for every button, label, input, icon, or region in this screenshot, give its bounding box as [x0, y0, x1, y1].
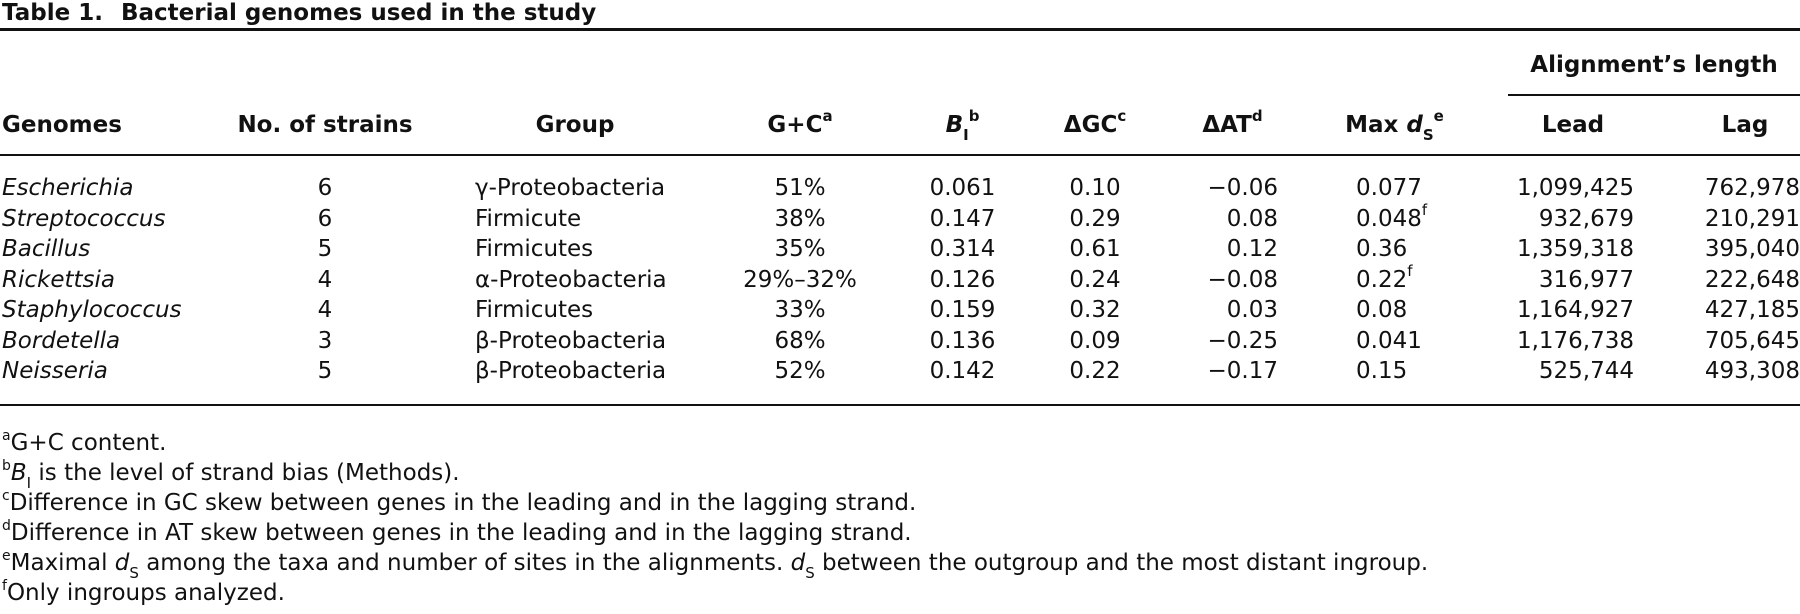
header-lead: Lead — [1541, 112, 1605, 138]
cell-lag — [1705, 236, 1800, 262]
cell-lag — [1705, 267, 1800, 293]
header-bi — [905, 107, 1020, 144]
footnotes — [2, 428, 1428, 608]
cell-delta-at-value: 0.12 — [1226, 236, 1278, 262]
footnote-a-mark: a — [2, 428, 11, 445]
cell-strains-value: 5 — [317, 236, 333, 262]
cell-max-ds — [1356, 358, 1407, 384]
cell-delta-at — [1208, 328, 1278, 354]
table-title: Bacterial genomes used in the study — [120, 0, 597, 26]
cell-lead — [1517, 297, 1634, 323]
cell-lag-value: 493,308 — [1704, 358, 1800, 384]
header-gc-note: a — [822, 107, 833, 126]
cell-gc-value: 33% — [774, 297, 826, 323]
cell-lead-value: 1,359,318 — [1516, 236, 1634, 262]
cell-genome — [2, 236, 90, 262]
cell-strains-value: 4 — [317, 297, 333, 323]
footnote-d — [2, 518, 1428, 548]
cell-genome-value: Staphylococcus — [2, 297, 182, 323]
cell-max-ds-note: f — [1421, 200, 1428, 219]
footnote-d-mark: d — [2, 518, 11, 535]
cell-genome — [2, 206, 165, 232]
cell-bi-value: 0.159 — [929, 297, 996, 323]
cell-delta-gc-value: 0.09 — [1069, 327, 1121, 354]
table-caption — [2, 0, 596, 26]
cell-max-ds-value: 0.22 — [1356, 266, 1408, 293]
header-lag: Lag — [1721, 112, 1769, 138]
cell-group-value: Firmicute — [475, 205, 582, 232]
cell-bi — [905, 267, 1020, 293]
cell-delta-at — [1227, 297, 1278, 323]
cell-delta-at-value: −0.17 — [1207, 358, 1278, 384]
cell-lag — [1705, 206, 1800, 232]
cell-gc-value: 38% — [774, 205, 826, 232]
cell-delta-at-value: −0.08 — [1207, 266, 1278, 293]
header-rule — [0, 154, 1800, 156]
cell-bi — [905, 358, 1020, 384]
cell-group — [475, 175, 665, 201]
cell-max-ds-value: 0.041 — [1356, 327, 1422, 354]
cell-max-ds-value: 0.15 — [1356, 358, 1408, 384]
cell-strains — [220, 328, 430, 354]
top-rule — [0, 28, 1800, 31]
cell-delta-at — [1208, 175, 1278, 201]
cell-lead — [1517, 328, 1634, 354]
footnote-e-var1: d — [114, 550, 130, 576]
cell-bi — [905, 206, 1020, 232]
footnote-c-text: Difference in GC skew between genes in the leading and in the lagging strand. — [9, 490, 917, 516]
cell-strains — [220, 236, 430, 262]
cell-lead-value: 525,744 — [1538, 358, 1634, 384]
footnote-e-text2: among the taxa and number of sites in the alignments. — [138, 550, 791, 576]
cell-strains — [220, 358, 430, 384]
cell-gc-value: 51% — [774, 175, 826, 201]
footnote-b — [2, 458, 1428, 492]
cell-max-ds — [1356, 261, 1413, 293]
header-delta-gc-label: ΔGC — [1063, 112, 1118, 138]
cell-max-ds — [1356, 175, 1422, 201]
cell-lag-value: 705,645 — [1704, 327, 1800, 354]
footnote-b-sub: I — [26, 473, 32, 492]
cell-group — [475, 328, 666, 354]
header-gc-label: G+C — [767, 112, 823, 138]
header-gc — [730, 107, 870, 138]
cell-lead — [1539, 206, 1634, 232]
cell-bi-value: 0.147 — [929, 205, 996, 232]
cell-bi — [905, 328, 1020, 354]
cell-strains-value: 4 — [317, 266, 333, 293]
cell-group-value: β-Proteobacteria — [475, 327, 667, 354]
cell-max-ds-value: 0.048 — [1356, 205, 1422, 232]
cell-lag — [1705, 328, 1800, 354]
cell-lead-value: 1,099,425 — [1516, 175, 1634, 201]
cell-genome — [2, 358, 108, 384]
cell-lag-value: 395,040 — [1704, 236, 1800, 262]
cell-strains — [220, 175, 430, 201]
header-bi-label: B — [945, 112, 964, 138]
cell-group — [475, 267, 667, 293]
cell-delta-gc — [1030, 358, 1160, 384]
cell-lag-value: 427,185 — [1704, 297, 1800, 323]
cell-bi — [905, 297, 1020, 323]
header-delta-gc — [1030, 107, 1160, 138]
header-bi-sub: I — [963, 125, 969, 144]
cell-delta-gc — [1030, 267, 1160, 293]
header-delta-at-label: ΔAT — [1202, 112, 1252, 138]
cell-lead-value: 932,679 — [1538, 205, 1634, 232]
cell-lead-value: 316,977 — [1538, 266, 1634, 293]
cell-gc-value: 35% — [774, 236, 826, 262]
header-max-ds — [1312, 107, 1477, 144]
cell-group — [475, 206, 581, 232]
cell-group — [475, 236, 593, 262]
cell-bi-value: 0.126 — [929, 266, 996, 293]
cell-lag — [1705, 297, 1800, 323]
cell-max-ds — [1356, 328, 1422, 354]
cell-delta-gc — [1030, 206, 1160, 232]
cell-lead-value: 1,164,927 — [1516, 297, 1634, 323]
cell-bi — [905, 236, 1020, 262]
footnote-e-mark: e — [2, 548, 11, 565]
footnote-a-text: G+C content. — [10, 430, 167, 456]
footnote-e-var2: d — [790, 550, 806, 576]
cell-strains-value: 6 — [317, 175, 333, 201]
cell-strains — [220, 267, 430, 293]
footnote-b-mark: b — [2, 458, 11, 475]
header-max-ds-sub: S — [1422, 125, 1434, 144]
header-strains: No. of strains — [237, 112, 413, 138]
cell-gc — [730, 358, 870, 384]
cell-strains-value: 3 — [317, 327, 333, 354]
cell-strains — [220, 297, 430, 323]
cell-lead — [1517, 236, 1634, 262]
cell-max-ds-value: 0.077 — [1356, 175, 1422, 201]
cell-bi-value: 0.136 — [929, 327, 996, 354]
cell-max-ds — [1356, 200, 1428, 232]
cell-genome-value: Streptococcus — [2, 205, 166, 232]
header-max-ds-var: d — [1406, 112, 1423, 138]
cell-bi — [905, 175, 1020, 201]
cell-group-value: Firmicutes — [475, 297, 594, 323]
cell-delta-at-value: 0.08 — [1226, 205, 1278, 232]
header-max-ds-note: e — [1433, 107, 1444, 126]
header-group: Group — [535, 112, 615, 138]
cell-lead — [1539, 358, 1634, 384]
cell-lag-value: 210,291 — [1704, 205, 1800, 232]
cell-genome — [2, 297, 182, 323]
cell-lead-value: 1,176,738 — [1516, 327, 1634, 354]
footnote-b-var: B — [10, 460, 27, 486]
cell-lag — [1705, 358, 1800, 384]
cell-delta-at — [1227, 236, 1278, 262]
cell-bi-value: 0.142 — [929, 358, 996, 384]
cell-max-ds-value: 0.08 — [1356, 297, 1408, 323]
footnote-b-text: is the level of strand bias (Methods). — [31, 460, 460, 486]
cell-delta-gc-value: 0.22 — [1069, 358, 1121, 384]
header-delta-at — [1170, 107, 1295, 138]
cell-gc — [730, 236, 870, 262]
cell-delta-gc-value: 0.61 — [1069, 236, 1121, 262]
cell-genome-value: Bacillus — [2, 236, 91, 262]
cell-group-value: β-Proteobacteria — [475, 358, 667, 384]
cell-gc-value: 68% — [774, 327, 826, 354]
cell-genome — [2, 267, 115, 293]
footnote-f-mark: f — [2, 578, 7, 595]
cell-genome-value: Rickettsia — [2, 266, 115, 293]
cell-strains-value: 6 — [317, 205, 333, 232]
cell-delta-gc — [1030, 297, 1160, 323]
cell-max-ds — [1356, 297, 1407, 323]
cell-delta-at — [1227, 206, 1278, 232]
cell-gc — [730, 297, 870, 323]
cell-delta-at — [1208, 267, 1278, 293]
footnote-e-sub1: S — [129, 563, 139, 582]
cell-group — [475, 297, 593, 323]
cell-bi-value: 0.314 — [929, 236, 996, 262]
cell-group — [475, 358, 666, 384]
bottom-rule — [0, 404, 1800, 406]
cell-delta-at-value: 0.03 — [1226, 297, 1278, 323]
cell-lead — [1539, 267, 1634, 293]
footnote-e-text3: between the outgroup and the most distant ingroup. — [814, 550, 1429, 576]
cell-delta-gc-value: 0.32 — [1069, 297, 1121, 323]
cell-delta-at-value: −0.25 — [1207, 327, 1278, 354]
footnote-d-text: Difference in AT skew between genes in the leading and in the lagging strand. — [10, 520, 912, 546]
alignment-length-rule — [1508, 94, 1800, 96]
cell-delta-gc — [1030, 328, 1160, 354]
cell-gc — [730, 175, 870, 201]
cell-delta-at-value: −0.06 — [1207, 175, 1278, 201]
header-genomes: Genomes — [2, 112, 122, 138]
table-number: Table 1. — [2, 0, 103, 26]
cell-delta-gc — [1030, 236, 1160, 262]
footnote-c-mark: c — [2, 488, 10, 505]
cell-delta-gc-value: 0.10 — [1069, 175, 1121, 201]
cell-max-ds — [1356, 236, 1407, 262]
cell-delta-gc-value: 0.24 — [1069, 266, 1121, 293]
cell-gc — [730, 267, 870, 293]
cell-gc — [730, 328, 870, 354]
footnote-e-text1: Maximal — [10, 550, 115, 576]
header-delta-gc-note: c — [1117, 107, 1127, 126]
header-bi-note: b — [968, 107, 980, 126]
cell-strains-value: 5 — [317, 358, 333, 384]
cell-genome-value: Neisseria — [2, 358, 108, 384]
cell-delta-gc — [1030, 175, 1160, 201]
footnote-a — [2, 428, 1428, 458]
cell-lag — [1705, 175, 1800, 201]
alignment-length-header: Alignment’s length — [1530, 52, 1778, 78]
cell-genome-value: Bordetella — [2, 327, 121, 354]
footnote-e-sub2: S — [805, 563, 815, 582]
cell-gc — [730, 206, 870, 232]
cell-delta-at — [1208, 358, 1278, 384]
cell-bi-value: 0.061 — [929, 175, 996, 201]
cell-group-value: α-Proteobacteria — [475, 266, 667, 293]
header-max-ds-prefix: Max — [1345, 112, 1407, 138]
footnote-e — [2, 548, 1429, 582]
cell-lag-value: 222,648 — [1704, 266, 1800, 293]
cell-gc-value: 52% — [774, 358, 826, 384]
footnote-f — [2, 578, 1428, 608]
header-delta-at-note: d — [1251, 107, 1263, 126]
cell-lead — [1517, 175, 1634, 201]
cell-lag-value: 762,978 — [1704, 175, 1800, 201]
cell-gc-value: 29%–32% — [743, 266, 857, 293]
cell-group-value: Firmicutes — [475, 236, 594, 262]
cell-genome-value: Escherichia — [2, 175, 134, 201]
cell-max-ds-note: f — [1407, 261, 1413, 280]
cell-max-ds-value: 0.36 — [1356, 236, 1408, 262]
cell-strains — [220, 206, 430, 232]
cell-group-value: γ-Proteobacteria — [475, 175, 666, 201]
cell-genome — [2, 175, 133, 201]
footnote-f-text: Only ingroups analyzed. — [6, 580, 285, 606]
cell-delta-gc-value: 0.29 — [1069, 205, 1121, 232]
cell-genome — [2, 328, 120, 354]
footnote-c — [2, 488, 1428, 518]
